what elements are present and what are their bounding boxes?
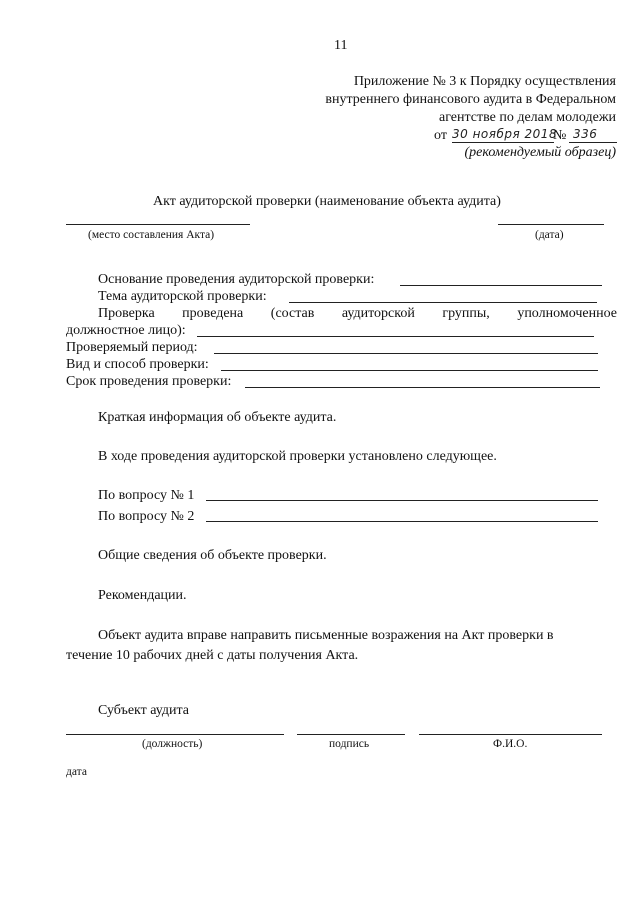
handwritten-date: 30 ноября 2018 — [452, 127, 558, 141]
question-1-label: По вопросу № 1 — [98, 488, 195, 503]
position-line — [66, 734, 284, 735]
signature-line — [297, 734, 405, 735]
position-label: (должность) — [142, 738, 203, 750]
date-label: (дата) — [535, 229, 564, 241]
place-line — [66, 224, 250, 225]
act-title: Акт аудиторской проверки (наименование объекта аудита) — [153, 194, 501, 209]
question-1-line — [206, 500, 598, 501]
method-label: Вид и способ проверки: — [66, 357, 209, 372]
period-line — [214, 353, 598, 354]
question-2-line — [206, 521, 598, 522]
topic-line — [289, 302, 597, 303]
term-line — [245, 387, 600, 388]
general-info: Общие сведения об объекте проверки. — [98, 548, 327, 563]
brief-info: Краткая информация об объекте аудита. — [98, 410, 337, 425]
appendix-from-label: от — [434, 128, 447, 143]
signature-label: подпись — [329, 738, 370, 750]
date-underline — [452, 142, 554, 143]
recommendations: Рекомендации. — [98, 588, 187, 603]
topic-label: Тема аудиторской проверки: — [98, 289, 267, 304]
basis-label: Основание проведения аудиторской проверки: — [98, 272, 375, 287]
conducted-word: (состав — [270, 306, 315, 321]
objection-line-2: течение 10 рабочих дней с даты получения Акта. — [66, 648, 359, 663]
name-line — [419, 734, 602, 735]
number-underline — [569, 142, 617, 143]
date-line — [498, 224, 604, 225]
objection-line-1: Объект аудита вправе направить письменные возражения на Акт проверки в — [98, 628, 554, 643]
appendix-number-label: № — [553, 128, 567, 143]
conducted-word: проведена — [182, 306, 244, 321]
question-2-label: По вопросу № 2 — [98, 509, 195, 524]
handwritten-number: 336 — [573, 127, 598, 141]
conducted-word: Проверка — [98, 306, 155, 321]
method-line — [221, 370, 598, 371]
official-line — [197, 336, 594, 337]
conducted-word: аудиторской — [341, 306, 415, 321]
sample-note: (рекомендуемый образец) — [464, 145, 616, 160]
place-label: (место составления Акта) — [88, 229, 215, 241]
appendix-line-3: агентстве по делам молодежи — [439, 110, 616, 125]
appendix-line-2: внутреннего финансового аудита в Федеральном — [325, 92, 616, 107]
conducted-word: группы, — [442, 306, 490, 321]
period-label: Проверяемый период: — [66, 340, 198, 355]
conducted-row — [98, 305, 617, 322]
established-text: В ходе проведения аудиторской проверки установлено следующее. — [98, 449, 497, 464]
appendix-line-1: Приложение № 3 к Порядку осуществления — [353, 74, 616, 89]
name-label: Ф.И.О. — [493, 738, 528, 750]
official-label: должностное лицо): — [66, 323, 186, 338]
term-label: Срок проведения проверки: — [66, 374, 232, 389]
footer-date-label: дата — [66, 766, 87, 778]
basis-line — [400, 285, 602, 286]
conducted-word: уполномоченное — [517, 306, 617, 321]
audit-subject: Субъект аудита — [98, 703, 190, 718]
page-number: 11 — [334, 38, 348, 53]
